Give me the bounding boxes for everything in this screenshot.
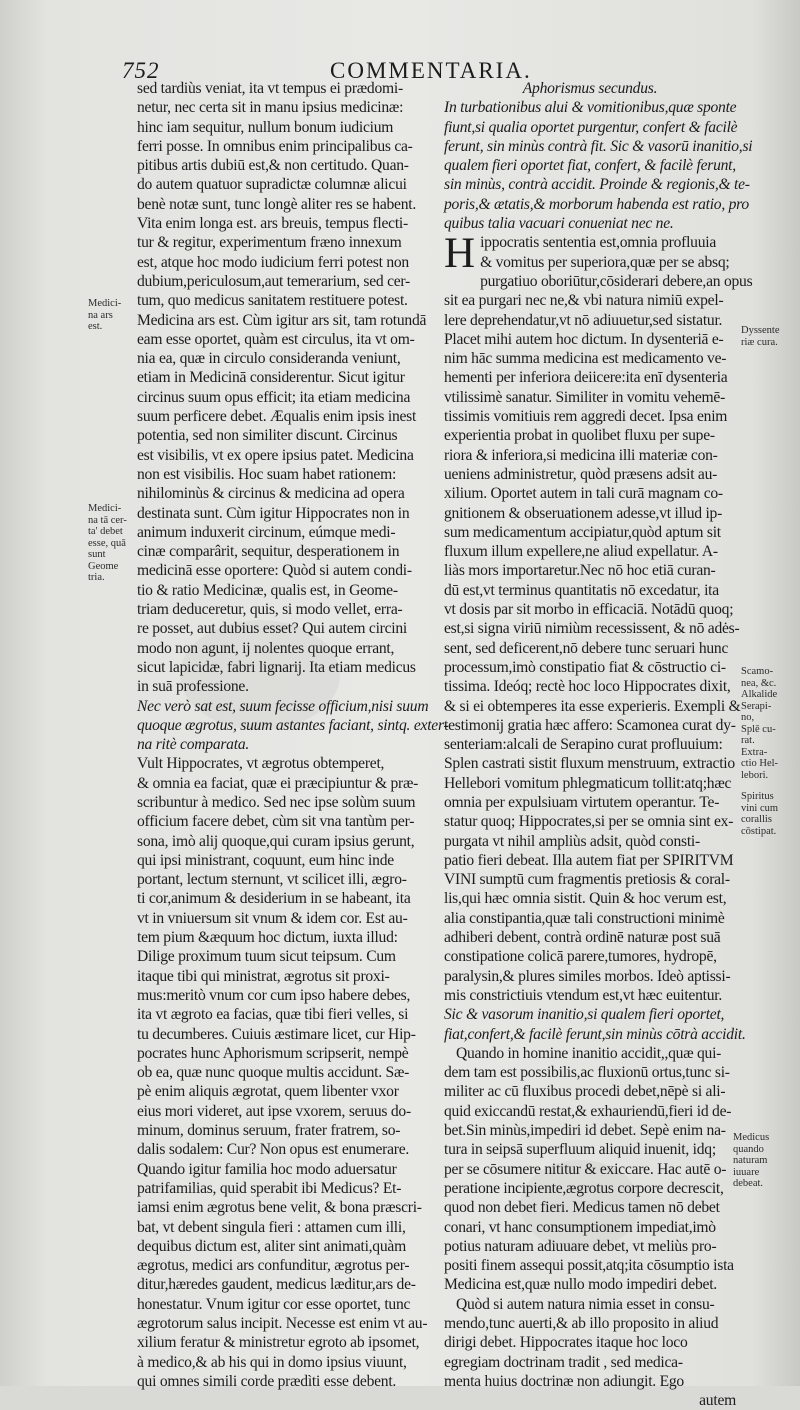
margin-note-line: naturam [733, 1155, 768, 1166]
text-line: à medico,& ab his qui in domo ipsius viuunt, [137, 1353, 407, 1371]
text-line: fluxum illum expellere,ne aliud expellatur. A- [444, 543, 718, 561]
text-line: destinata sunt. Cùm igitur Hippocrates non in [137, 504, 410, 522]
margin-note-line: nea, &c. [741, 677, 777, 689]
text-line: do autem quatuor supradictæ columnæ alicui [137, 176, 407, 194]
text-line: nihilominùs & circinus & medicina ad opera [137, 485, 405, 503]
margin-note-line: Extra- [741, 746, 768, 758]
text-line: etiam in Medicinā considerentur. Sicut igitur [137, 369, 405, 387]
text-line: nia ea, quæ in circulo consideranda veniunt, [137, 350, 401, 368]
text-line: senteriam:alcali de Serapino curat profluuium: [444, 736, 723, 754]
margin-note-line: esse, quā [88, 537, 126, 549]
text-line: animum induxerit circinum, eúmque medi- [137, 523, 396, 541]
text-line: benè notæ sunt, tunc longè aliter res se habent. [137, 195, 417, 213]
text-line: dalis sodalem: Cur? Non opus est enumerare. [137, 1141, 410, 1159]
text-line: processum,imò constipatio fiat & cōstructio ci- [444, 658, 726, 676]
text-line: tu decumberes. Cuiuis æstimare licet, cur Hip- [137, 1025, 416, 1043]
text-line: egregiam doctrinam tradit , sed medica- [444, 1353, 683, 1371]
text-line: Vult Hippocrates, vt ægrotus obtemperet, [137, 755, 385, 773]
text-line: pitibus artis dubiū est,& non certitudo. Quan- [137, 157, 409, 175]
text-line: lis,qui hæc omnia sistit. Quin & hoc verum est, [444, 890, 727, 908]
text-line: tissimis vomitiuis rem aggredi decet. Ipsa enim [444, 408, 728, 426]
margin-note-line: vini cum [741, 802, 779, 814]
margin-note-line: iuuare [733, 1166, 760, 1178]
text-line: bat, vt debent singula fieri : attamen cum illi, [137, 1218, 406, 1236]
text-line: fiunt,si qualia oportet purgentur, confert & facilè [444, 118, 738, 136]
text-line: Hellebori vomitum phlegmaticum tollit:atq;hæc [444, 774, 732, 792]
margin-note-line: corallis [741, 814, 772, 825]
text-line: suum perficere debet. Æqualis enim ipsis inest [137, 408, 417, 426]
text-line: potius naturam adiuuare debet, vt meliùs pro- [444, 1237, 717, 1255]
text-line: hementi per inferiora deiicere:ita enī dysenteria [444, 369, 728, 387]
text-line: ueniens administretur, quòd præsens adsit au- [444, 465, 718, 483]
margin-note-line: Splē cu- [741, 723, 776, 735]
text-line: qualem fieri oportet fiat, confert, & facilè ferunt, [444, 157, 736, 175]
text-line: ita vt ægroto ea facias, quæ tibi fieri velles, si [137, 1006, 409, 1024]
text-line: qui omnes simili corde prædìti esse debent. [137, 1372, 397, 1390]
text-line: Placet mihi autem hoc dictum. In dysenteriā e- [444, 330, 724, 348]
catchword: autem [699, 1392, 736, 1410]
text-line: ægrotus, medici ars confunditur, ægrotus per- [137, 1257, 410, 1275]
text-line: purgatiuo oboriūtur,cōsiderari debere,an opus [480, 272, 753, 290]
margin-note-line: na ars [88, 309, 113, 321]
text-line: ferri posse. In omnibus enim principalibus ca- [137, 137, 413, 155]
text-line: tissima. Ideóq; rectè hoc loco Hippocrates dixit, [444, 678, 731, 696]
text-line: xilium. Oportet autem in tali curā magnam co- [444, 485, 723, 503]
text-line: mus:meritò vnum cor cum ipso habere debes, [137, 986, 411, 1004]
margin-note-line: quando [733, 1143, 764, 1155]
text-line: paralysin,& plures similes morbos. Ideò aptissi- [444, 967, 731, 985]
text-line: quid exiccandū restat,& exhauriendū,fieri id de- [444, 1102, 732, 1120]
margin-note-spiritus-vini [741, 791, 778, 837]
margin-note-line: debeat. [733, 1178, 764, 1189]
text-line: ob ea, quæ nunc quoque multis accidunt. Sæ- [137, 1064, 410, 1082]
margin-note-scamonea [741, 666, 778, 781]
margin-note-medicus-quando [733, 1132, 769, 1190]
text-line: dū est,vt terminus quantitatis nō excedatur, ita [444, 581, 719, 599]
text-line: tum, quo medicus sanitatem restituere potest. [137, 292, 408, 310]
text-line: adhiberi debent, contrà ordinē naturæ post suā [444, 929, 721, 947]
text-line: poris,& ætatis,& morborum habenda est ratio, pro [444, 195, 749, 213]
text-line: quibus talia vacuari conueniat nec ne. [444, 215, 674, 233]
text-line: xilium feratur & ministretur egroto ab ipsomet, [137, 1334, 420, 1352]
text-line: eam esse oportet, quàm est circulus, ita vt om- [137, 330, 415, 348]
margin-note-line: lebori. [741, 769, 769, 781]
text-line: constipatione colicā parere,tumores, hydropē, [444, 948, 717, 966]
margin-note-dysenteriae-cura [741, 325, 780, 348]
right-column [444, 79, 753, 1410]
text-line: iamsi enim ægrotus bene velit, & bona præscri- [137, 1199, 422, 1217]
text-line: est visibilis, vt ex opere ipsius patet. Medicina [137, 446, 414, 464]
text-line: qui ipsi ministrant, coquunt, eum hinc inde [137, 851, 394, 869]
text-line: netur, nec certa sit in manu ipsius medicinæ: [137, 99, 404, 117]
text-line: Quando igitur familia hoc modo aduersatur [137, 1160, 397, 1178]
text-line: Vita enim longa est. ars breuis, tempus flecti- [137, 215, 408, 233]
text-line: liàs mors importaretur.Nec nō hoc etiā curan- [444, 562, 716, 580]
text-line: vtilissimè sanatur. Similiter in vomitu vehemē- [444, 388, 726, 406]
margin-note-line: na tā cer- [88, 514, 127, 526]
text-line: sicut lapicidæ, fabri lignarij. Ita etiam medicus [137, 658, 416, 676]
text-line: gnitionem & obseruationem adesse,vt illud ip- [444, 504, 723, 522]
text-line: In turbationibus alui & vomitionibus,quæ sponte [444, 99, 737, 117]
text-line: est,si signa viriū nimiùm recessissent, & nō adės- [444, 620, 740, 638]
text-line: est, atque hoc modo iudicium ferri potest non [137, 253, 409, 271]
text-line: ditur,hæredes gaudent, medicus læditur,ars de- [137, 1276, 416, 1294]
text-line: menta huius doctrinæ non adiungit. Ego [444, 1372, 684, 1390]
text-line: Quòd si autem natura nimia esset in consu- [456, 1295, 715, 1313]
margin-note-line: rat. [741, 735, 755, 746]
margin-note-line: Medicus [733, 1132, 770, 1143]
text-line: militer ac cū fluxibus procedi debet,nēpè si ali- [444, 1083, 726, 1101]
text-line: VINI sumptū cum fragmentis pretiosis & coral- [444, 871, 730, 889]
text-line: re posset, aut dubius esset? Qui autem circini [137, 620, 407, 638]
margin-note-line: Scamo- [741, 666, 774, 677]
text-line: ti cor,animum & desiderium in se habeant, ita [137, 890, 411, 908]
text-line: experientia probat in quolibet fluxu per supe- [444, 427, 715, 445]
text-line: patrifamilias, quid sperabit ibi Medicus? Et- [137, 1179, 402, 1197]
text-line: peratione incipiente,ægrotus corpore decrescit, [444, 1179, 724, 1197]
text-line: Quando in homine inanitio accidit,,quæ qui- [456, 1044, 722, 1062]
text-line: potentia, sed non similiter discunt. Circinus [137, 427, 398, 445]
text-line: tio & ratio Medicinæ, qualis est, in Geome- [137, 581, 398, 599]
margin-note-line: no, [741, 712, 755, 723]
text-line: sin minùs, contrà accidit. Proinde & regionis,& te- [444, 176, 750, 194]
left-column [137, 79, 449, 1391]
margin-note-line: Geome [88, 560, 119, 572]
text-line: & omnia ea faciat, quæ ei præcipiuntur & præ- [137, 774, 419, 792]
text-line: vt dosis par sit morbo in efficaciā. Notādū quoq; [444, 601, 734, 619]
text-line: tem pium &æquum hoc dictum, iuxta illud: [137, 929, 398, 947]
running-title: COMMENTARIA. [330, 58, 532, 83]
aphorism-heading: Aphorismus secundus. [522, 80, 658, 97]
text-line: dequibus dictum est, aliter sint animati,quàm [137, 1237, 406, 1255]
margin-note-line: Spiritus [741, 791, 774, 802]
text-line: Sic & vasorum inanitio,si qualem fieri oportet, [444, 1006, 725, 1024]
margin-note-line: Dyssente [741, 325, 780, 336]
text-line: & si ei obtemperes ita esse experieris. Exempli & [444, 697, 741, 715]
text-line: cinæ comparârit, sequitur, desperationem in [137, 543, 400, 561]
text-line: non est visibilis. Hoc suam habet rationem: [137, 465, 397, 483]
text-line: pè enim aliquis ægrotat, quem libenter vxor [137, 1083, 399, 1101]
text-line: purgata vt nihil ampliùs adsit, quòd consti- [444, 832, 700, 850]
text-line: dem tam est possibilis,ac fluxionū ortus,tunc si- [444, 1064, 730, 1082]
text-line: & vomitus per superiora,quæ per se absq; [480, 253, 730, 271]
text-line: patio fieri debeat. Illa autem fiat per SPIRITVM [444, 851, 734, 869]
text-line: ægrotorum salus incipit. Necesse est enim vt au- [137, 1315, 428, 1332]
text-line: ferunt, sin minùs contrà fit. Sic & vasorū inanitio,si [444, 137, 753, 155]
text-line: sona, imò alij quoque,qui curam ipsius gerunt, [137, 832, 415, 850]
margin-note-medicina-certa [88, 503, 127, 584]
text-line: modo non agunt, ij nolentes quoque errant, [137, 639, 395, 657]
text-line: Medicina est,quæ nullo modo impediri debet. [444, 1276, 717, 1294]
text-line: portant, lectum sternunt, vt scilicet illi, ægro- [137, 871, 407, 889]
text-line: sent, sed deficerent,nō debere tunc seruari hunc [444, 639, 729, 657]
text-line: fiat,confert,& facilè ferunt,sin minùs cōtrà accidit. [444, 1025, 746, 1043]
text-line: in suā professione. [137, 678, 249, 696]
text-line: dirigi debet. Hippocrates itaque hoc loco [444, 1334, 688, 1352]
text-line: quoque ægrotus, suum astantes faciant, sintq. exter- [137, 716, 449, 734]
text-line: omnia per expulsiuam virtutem operantur. Te- [444, 793, 720, 811]
text-line: sed tardiùs veniat, ita vt tempus ei prædomi- [137, 80, 403, 97]
text-line: na ritè comparata. [137, 736, 250, 754]
text-line: officium facere debet, cùm sit vna tantùm per- [137, 813, 415, 831]
margin-note-line: tria. [88, 572, 105, 583]
margin-note-line: riæ cura. [741, 336, 778, 348]
text-line: bet.Sin minùs,impediri id debet. Sepè enim na- [444, 1122, 726, 1140]
text-line: Nec verò sat est, suum fecisse officium,nisi suum [137, 697, 429, 715]
text-line: honestatur. Vnum igitur cor esse oportet, tunc [137, 1295, 411, 1313]
text-line: tur & regitur, experimentum fræno innexum [137, 234, 402, 252]
margin-note-line: ta' debet [88, 526, 123, 537]
margin-note-line: est. [88, 321, 103, 332]
text-line: per se cōsumere nititur & exiccare. Hac autē o- [444, 1160, 727, 1178]
margin-note-line: sunt [88, 549, 106, 560]
text-line: nim hāc summa medicina est medicamento ve- [444, 350, 727, 368]
drop-cap: H [444, 230, 476, 278]
text-line: lere deprehendatur,vt nō adiuuetur,sed sistatur. [444, 311, 723, 329]
text-line: eius mori videret, aut ipse vxorem, seruus do- [137, 1102, 411, 1120]
text-line: medicinā esse oportere: Quòd si autem condi- [137, 562, 412, 580]
page-number: 752 [122, 58, 160, 83]
margin-note-line: cōstipat. [741, 825, 777, 837]
text-line: scribuntur à medico. Sed nec ipse solùm suum [137, 793, 416, 811]
text-line: minum, dominus seruum, frater fratrem, so- [137, 1122, 401, 1140]
text-line: dubium,periculosum,aut temerarium, sed cer- [137, 272, 410, 290]
margin-note-medicina-ars [88, 298, 121, 333]
text-line: tura in seipsā superfluum aliquid inuenit, idq; [444, 1141, 716, 1159]
margin-note-line: Serapi- [741, 700, 772, 712]
text-line: statur quoq; Hippocrates,si per se omnia sint ex- [444, 813, 734, 831]
text-line: ippocratis sententia est,omnia profluuia [480, 234, 717, 252]
text-line: triam deduceretur, quis, si modo vellet, erra- [137, 601, 403, 619]
margin-note-line: Alkalide [741, 689, 778, 700]
text-line: testimonij gratia hæc affero: Scamonea curat dy- [444, 716, 736, 734]
text-line: Splen castrati sistit fluxum menstruum, extractio [444, 755, 735, 773]
text-line: vt in vniuersum sit vnum & idem cor. Est au- [137, 909, 408, 927]
text-line: quod non debet fieri. Medicus tamen nō debet [444, 1199, 720, 1217]
margin-note-line: Medici- [88, 503, 122, 514]
text-line: hinc iam sequitur, nullum bonum iudicium [137, 118, 394, 136]
text-line: riora & inferiora,si medicina illi materiæ con- [444, 446, 718, 464]
text-line: pocrates hunc Aphorismum scripserit, nempè [137, 1044, 409, 1062]
text-line: conari, vt hanc consumptionem impediat,imò [444, 1218, 716, 1236]
text-line: positi finem assequi possit,atq;ita cōsumptio ista [444, 1257, 734, 1275]
text-line: alia constipantia,quæ tali constructioni minimè [444, 909, 725, 927]
text-line: circinus suum opus efficit; ita etiam medicina [137, 388, 411, 406]
text-line: Dilige proximum tuum sicut teipsum. Cum [137, 948, 396, 966]
margin-note-line: ctio Hel- [741, 758, 779, 769]
text-line: sum medicamentum accipiatur,quòd aptum sit [444, 523, 721, 541]
text-line: mendo,tunc auerti,& ab illo proposito in aliud [444, 1315, 719, 1332]
text-line: sit ea purgari nec ne,& vbi natura nimiū expel- [444, 292, 724, 310]
text-line: mis constrictiuis vtendum est,vt hæc euitentur. [444, 986, 722, 1004]
text-line: itaque tibi qui ministrat, ægrotus sit proxi- [137, 967, 390, 985]
text-line: Medicina ars est. Cùm igitur ars sit, tam rotundā [137, 311, 427, 329]
margin-note-line: Medici- [88, 298, 122, 309]
